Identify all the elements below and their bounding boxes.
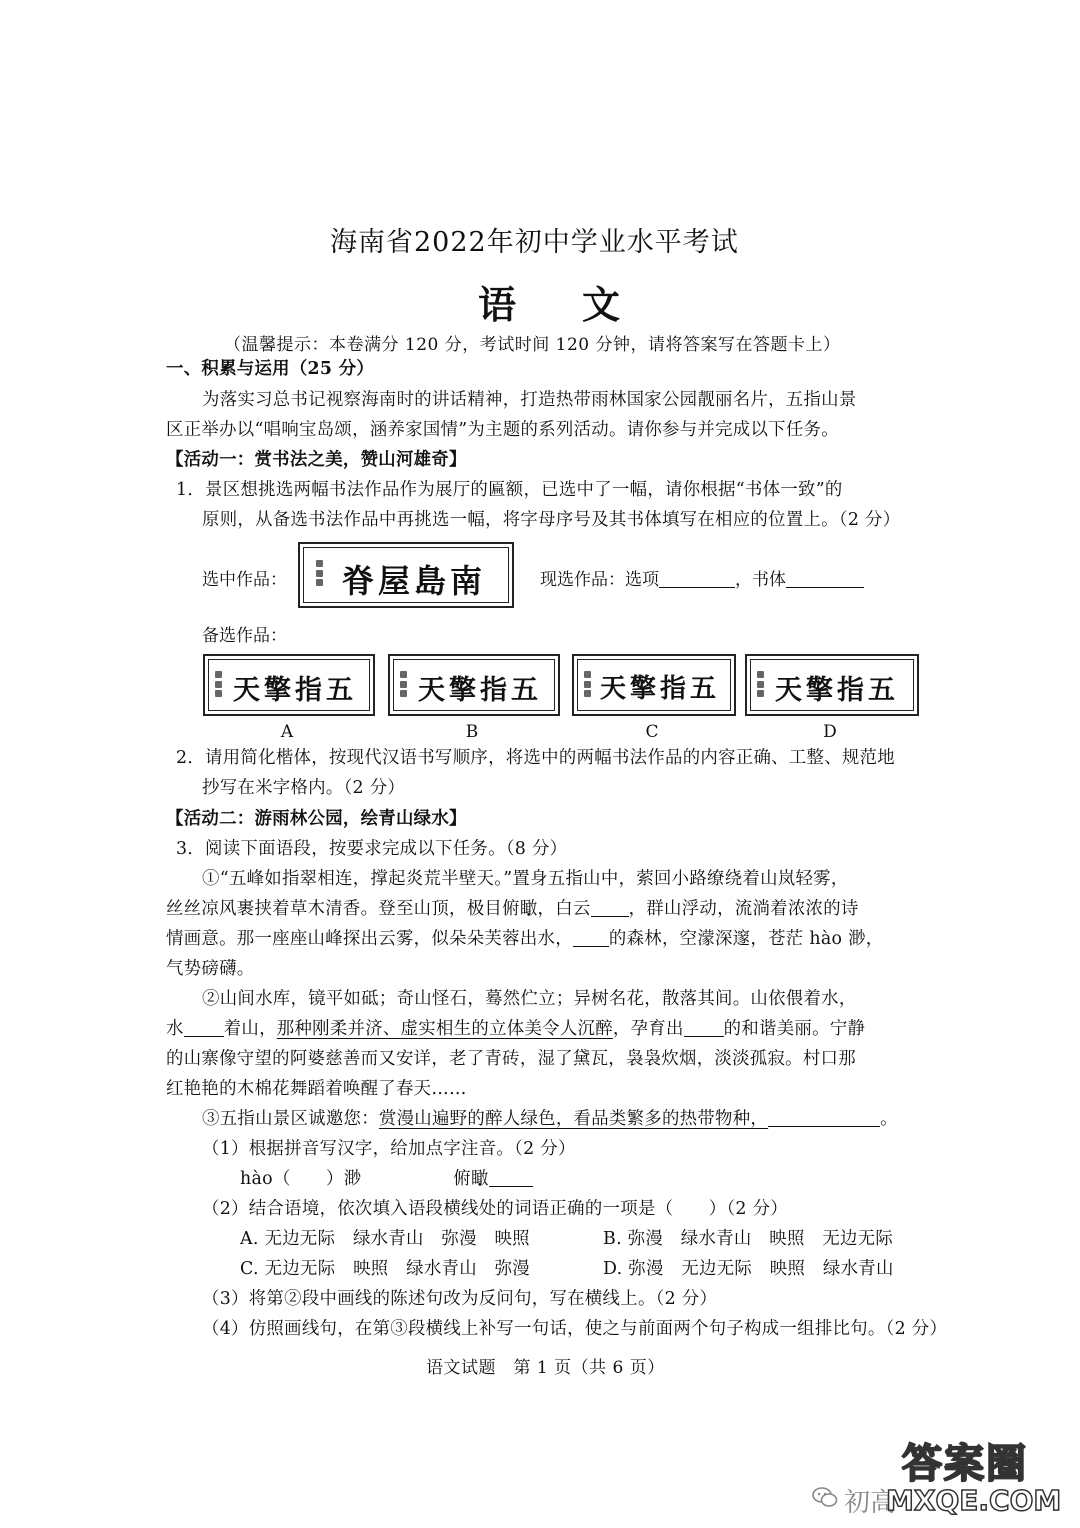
dotted-char: 瞰 [470,1169,489,1189]
watermark [844,1432,1072,1522]
watermark-logo-top: 答案圈 [902,1441,1028,1487]
option-letter-b: B [465,722,479,742]
option-c-calligraphy [572,654,736,716]
fill-blank-3[interactable] [184,1019,224,1037]
question-1-cont: 原则，从备选书法作品中再挑选一幅，将字母序号及其书体填写在相应的位置上。（2 分） [202,510,901,530]
fill-blank-5[interactable] [768,1109,880,1127]
pinyin-answer[interactable]: hào（ ）渺 [240,1169,362,1189]
exam-title: 海南省2022年初中学业水平考试 [330,227,739,258]
fill-blank-2[interactable] [573,929,609,947]
intro-line: 为落实习总书记视察海南时的讲话精神，打造热带雨林国家公园靓丽名片，五指山景 [202,390,857,410]
option-letter-a: A [280,722,294,742]
passage-line: 的山寨像守望的阿婆慈善而又安详，老了青砖，湿了黛瓦，袅袅炊烟，淡淡孤寂。村口那 [166,1049,856,1069]
calligraphy-text: 脊屋島南 [342,562,487,600]
fill-blank-1[interactable] [591,899,629,917]
underlined-sentence: 那种刚柔并济、虚实相生的立体美令人沉醉 [276,1019,613,1039]
seal-mark [757,671,765,697]
watermark-logo-bottom: MXQE.COM [886,1484,1062,1517]
calligraphy-text: 天擎指五 [600,674,721,704]
choice-d[interactable]: D. 弥漫 无边无际 映照 绿水青山 [603,1259,894,1279]
wechat-icon [812,1486,838,1508]
passage-line: ③五指山景区诚邀您：赏漫山遍野的醉人绿色，看品类繁多的热带物种， 。 [202,1109,898,1129]
passage-line: 水 着山，那种刚柔并济、虚实相生的立体美令人沉醉，孕育出 的和谐美丽。宁静 [166,1019,866,1039]
question-2-cont: 抄写在米字格内。（2 分） [202,778,406,798]
seal-mark [584,671,592,697]
script-answer-blank[interactable] [786,570,864,588]
seal-mark [316,560,324,586]
option-letter-d: D [823,722,837,742]
selected-work-label: 选中作品： [202,570,287,590]
sub-question-2: （2）结合语境，依次填入语段横线处的词语正确的一项是（ ）（2 分） [202,1199,788,1219]
intro-line: 区正举办以“唱响宝岛颂，涵养家国情”为主题的系列活动。请你参与并完成以下任务。 [166,420,839,440]
passage-line: 丝丝凉风裹挟着草木清香。登至山顶，极目俯瞰，白云 ，群山浮动，流淌着浓浓的诗 [166,899,859,919]
activity-title: 【活动一：赏书法之美，赞山河雄奇】 [166,450,467,470]
question-3: 3．阅读下面语段，按要求完成以下任务。（8 分） [176,839,568,859]
calligraphy-text: 天擎指五 [233,675,357,706]
selected-calligraphy [298,542,514,608]
seal-mark [400,671,408,697]
underlined-sentence: 赏漫山遍野的醉人绿色，看品类繁多的热带物种， [378,1109,769,1129]
sub-question-1-answers: hào（ ）渺 俯瞰 [240,1164,992,1194]
option-b-calligraphy [388,654,560,716]
passage-line: 情画意。那一座座山峰探出云雾，似朵朵芙蓉出水， 的森林，空濛深邃，苍茫 hào 渺， [166,929,884,949]
choice-a[interactable]: A. 无边无际 绿水青山 弥漫 映照 [240,1229,530,1249]
activity-title: 【活动二：游雨林公园，绘青山绿水】 [166,809,467,829]
passage-line: 气势磅礴。 [166,959,255,979]
exam-tip: （温馨提示：本卷满分 120 分，考试时间 120 分钟，请将答案写在答题卡上） [224,335,841,355]
question-1: 1．景区想挑选两幅书法作品作为展厅的匾额，已选中了一幅，请你根据“书体一致”的 [176,480,843,500]
fill-blank-4[interactable] [684,1019,724,1037]
page-footer: 语文试题 第 1 页（共 6 页） [426,1358,665,1378]
calligraphy-text: 天擎指五 [418,675,542,706]
choice-b[interactable]: B. 弥漫 绿水青山 映照 无边无际 [603,1229,894,1249]
sub-question-3: （3）将第②段中画线的陈述句改为反问句，写在横线上。（2 分） [202,1289,718,1309]
section-heading: 一、积累与运用（25 分） [166,359,375,379]
option-a-calligraphy [203,654,375,716]
answer-option-label: 现选作品：选项 [540,570,659,590]
subject-title: 语 文 [478,282,635,327]
choice-c[interactable]: C. 无边无际 映照 绿水青山 弥漫 [240,1259,531,1279]
pronunciation-blank[interactable] [489,1169,533,1187]
sub-question-1: （1）根据拼音写汉字，给加点字注音。（2 分） [202,1139,576,1159]
option-answer-blank[interactable] [659,570,735,588]
sub-question-4: （4）仿照画线句，在第③段横线上补写一句话，使之与前面两个句子构成一组排比句。（2 分） [202,1319,948,1339]
passage-line: ②山间水库，镜平如砥；奇山怪石，蓦然伫立；异树名花，散落其间。山依偎着水， [202,989,857,1009]
passage-line: ①“五峰如指翠相连，撑起炎荒半壁天。”置身五指山中，萦回小路缭绕着山岚轻雾， [202,869,849,889]
answer-prompt [540,565,864,590]
seal-mark [215,671,223,697]
dotted-char: 瞰 [519,899,538,919]
option-letter-c: C [645,722,659,742]
question-2: 2．请用简化楷体，按现代汉语书写顺序，将选中的两幅书法作品的内容正确、工整、规范地 [176,748,895,768]
watermark-source-text: 初高 [844,1488,897,1518]
candidate-works-label: 备选作品： [202,626,287,646]
calligraphy-text: 天擎指五 [775,675,899,706]
option-d-calligraphy [745,654,919,716]
passage-line: 红艳艳的木棉花舞蹈着唤醒了春天…… [166,1079,467,1099]
answer-script-label: ，书体 [735,570,786,590]
